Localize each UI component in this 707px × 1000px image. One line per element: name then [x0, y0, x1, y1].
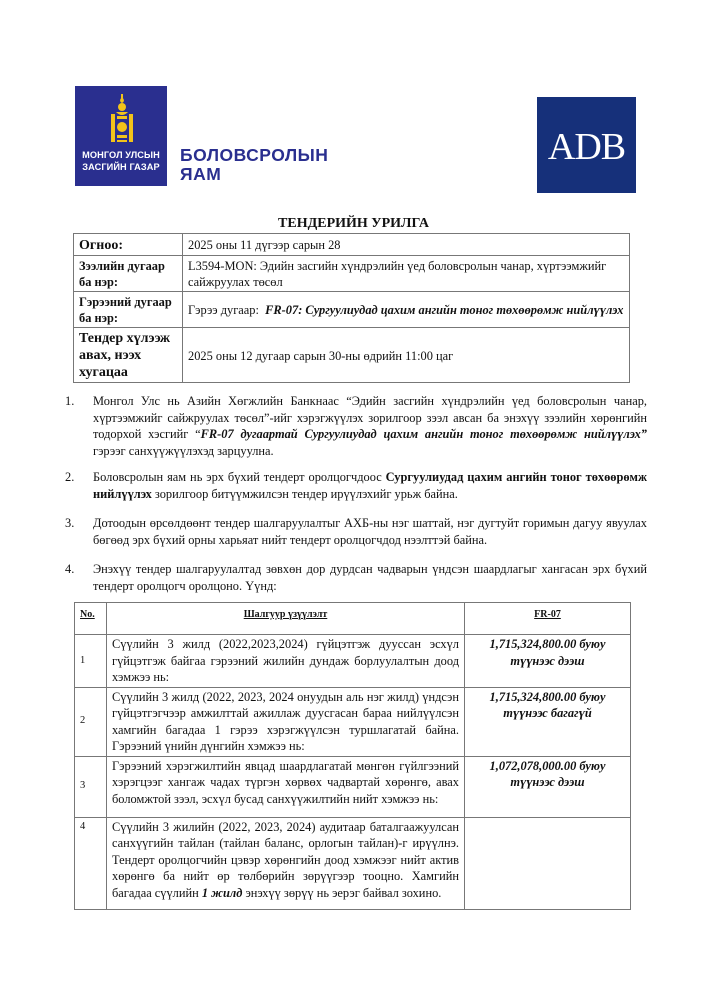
criteria-text-part: Сүүлийн 3 жилийн (2022, 2023, 2024) аудитаар баталгаажуулсан санхүүгийн тайлан (тайлан баланс, орлогын тайлан)-г ирүүлнэ. Тендерт оролцогчийн цэвэр хөрөнгийн доод хэмжээг нийт актив хөрөнгө ба нийт өр төлбөрийн зөрүүгээр тооцно. Хамгийн багадаа сүүлийн: [112, 819, 459, 900]
document-title: ТЕНДЕРИЙН УРИЛГА: [278, 216, 429, 231]
row-number: 2: [75, 687, 107, 756]
info-label: Зээлийн дугаар ба нэр:: [74, 256, 183, 292]
paragraph-text: Монгол Улс нь Азийн Хөгжлийн Банкнаас “Эдийн засгийн хүндрэлийн үед боловсролын чанар, хүртээмжийг сайжруулах төсөл”-ийг хэрэгжүүлэх зорилгоор зээл авсан ба энэхүү зээлийн хөрөнгийн тодорхой хэсгийг “: [93, 394, 647, 441]
paragraph-number: 3.: [65, 516, 75, 530]
criteria-value: 1,715,324,800.00 буюу түүнээс дээш: [465, 635, 631, 688]
info-label: Тендер хүлээж авах, нээх хугацаа: [74, 328, 183, 383]
criteria-row: [75, 635, 631, 688]
criteria-text: Гэрээний хэрэгжилтийн явцад шаардлагатай мөнгөн гүйлгээний хэрэгцээг хангаж чадах түргэн хөрвөх чадвартай хөрөнгө, авах боломжтой зээл, эсхүл бусад санхүүжилтийн нийт хэмжээ нь:: [107, 756, 465, 817]
ministry-line1: БОЛОВСРОЛЫН: [180, 145, 329, 165]
paragraph-text: гэрээг санхүүжүүлэхэд зарцуулна.: [93, 443, 274, 458]
criteria-row: [75, 687, 631, 756]
info-row-contract: [74, 292, 630, 328]
criteria-value: 1,072,078,000.00 буюу түүнээс дээш: [465, 756, 631, 817]
criteria-row: [75, 817, 631, 909]
paragraph-bold-text: Сургуулиудад цахим ангийн тоног төхөөрөмж нийлүүлэх: [93, 470, 647, 501]
soyombo-emblem-icon: [111, 94, 133, 144]
gov-logo-line2: ЗАСГИЙН ГАЗАР: [82, 162, 160, 172]
criteria-row: [75, 756, 631, 817]
criteria-value: 1,715,324,800.00 буюу түүнээс багагүй: [465, 687, 631, 756]
paragraph-number: 1.: [65, 394, 75, 408]
info-row-date: [74, 234, 630, 256]
info-row-loan: [74, 256, 630, 292]
contract-name: FR-07: Сургуулиудад цахим ангийн тоног төхөөрөмж нийлүүлэх: [265, 303, 624, 317]
ministry-name: [180, 146, 328, 184]
info-label: Гэрээний дугаар ба нэр:: [74, 292, 183, 328]
paragraph-number: 2.: [65, 470, 75, 484]
criteria-value: [465, 817, 631, 909]
info-label: Огноо:: [74, 234, 183, 256]
ministry-line2: ЯАМ: [180, 164, 222, 184]
paragraph-number: 4.: [65, 562, 75, 576]
info-value: [183, 292, 630, 328]
contract-prefix: Гэрээ дугаар:: [188, 303, 259, 317]
paragraph-2: [65, 469, 647, 502]
tender-info-table: [73, 233, 630, 383]
criteria-text: [107, 817, 465, 909]
paragraph-text: Боловсролын яам нь эрх бүхий тендерт оролцогчдоос: [93, 470, 386, 484]
criteria-text: Сүүлийн 3 жилд (2022,2023,2024) гүйцэтгэж дууссан эсхүл гүйцэтгэж байгаа гэрээний жилийн дундаж борлуулалтын доод хэмжээ нь:: [107, 635, 465, 688]
header-lot: FR-07: [465, 603, 631, 635]
adb-logo-text: ADB: [547, 126, 626, 168]
paragraph-text: Энэхүү тендер шалгаруулалтад зөвхөн дор дурдсан чадварын үндсэн шаардлагыг хангасан эрх бүхий тендерт оролцогч оролцоно. Үүнд:: [93, 562, 647, 593]
info-value: L3594-MON: Эдийн засгийн хүндрэлийн үед боловсролын чанар, хүртээмжийг сайжруулах төсөл: [183, 256, 630, 292]
criteria-text-part: энэхүү зөрүү нь эерэг байвал зохино.: [242, 885, 442, 900]
paragraph-text: Дотоодын өрсөлдөөнт тендер шалгаруулалтыг АХБ-ны нэг шаттай, нэг дугтуйт горимын дагуу явуулах бөгөөд эрх бүхий орны харьяат нийт тендерт оролцогчдод нээлттэй байна.: [93, 516, 647, 547]
row-number: 1: [75, 635, 107, 688]
info-value: 2025 оны 11 дүгээр сарын 28: [183, 234, 630, 256]
paragraph-1: [65, 393, 647, 459]
header-no: No.: [75, 603, 107, 635]
government-logo: [75, 86, 167, 186]
gov-logo-line1: МОНГОЛ УЛСЫН: [82, 150, 160, 160]
row-number: 3: [75, 756, 107, 817]
paragraph-bold-text: FR-07 дугаартай Сургуулиудад цахим ангийн тоног төхөөрөмж нийлүүлэх”: [200, 427, 647, 441]
qualification-criteria-table: [74, 602, 631, 910]
criteria-text: Сүүлийн 3 жилд (2022, 2023, 2024 онуудын аль нэг жилд) үндсэн гүйцэтгэгчээр амжилттай ажиллаж дуусгасан бараа нийлүүлсэн хамгийн багадаа 1 гэрээ хэрэгжүүлсэн туршлагатай байна. Гэрээний үнийн дүнгийн хэмжээ нь:: [107, 687, 465, 756]
adb-logo: [537, 97, 636, 193]
criteria-header-row: [75, 603, 631, 635]
info-value: 2025 оны 12 дугаар сарын 30-ны өдрийн 11:00 цаг: [183, 328, 630, 383]
paragraph-text: зорилгоор битүүмжилсэн тендер ирүүлэхийг урьж байна.: [151, 486, 458, 501]
row-number: 4: [75, 817, 107, 909]
paragraph-3: [65, 515, 647, 548]
criteria-bold-text: 1 жилд: [201, 885, 243, 900]
header-criteria: Шалгуур үзүүлэлт: [107, 603, 465, 635]
paragraph-4: [65, 561, 647, 594]
info-row-deadline: [74, 328, 630, 383]
